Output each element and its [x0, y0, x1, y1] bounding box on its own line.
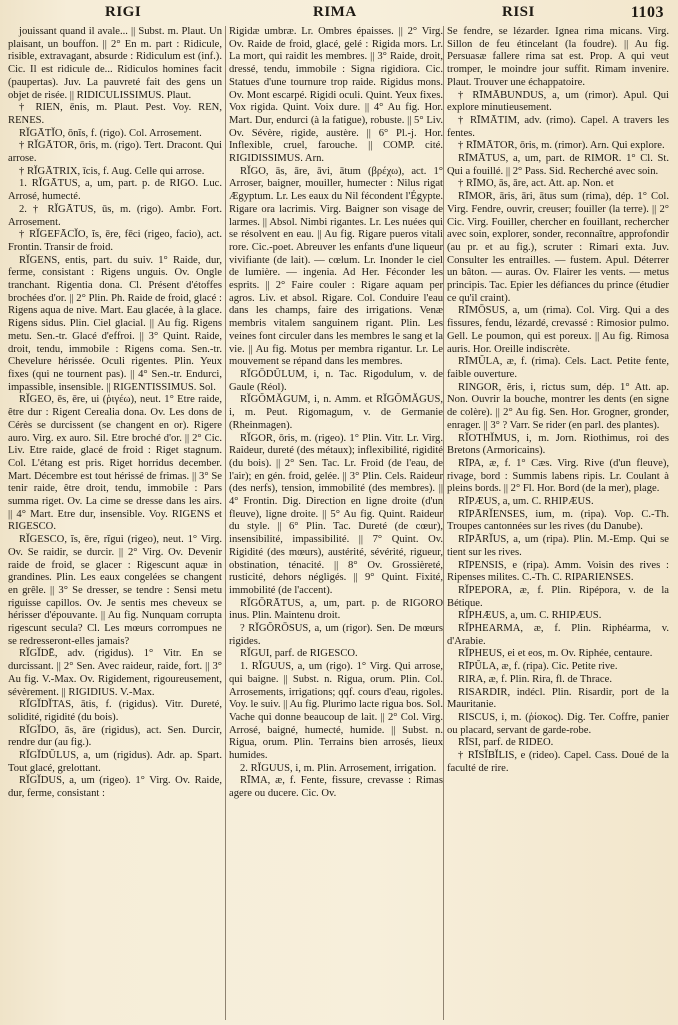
dictionary-entry: † RĪMĀBUNDUS, a, um (rimor). Apul. Qui explore minutieusement.: [447, 89, 669, 114]
dictionary-entry: 1. RĬGĀTUS, a, um, part. p. de RIGO. Luc. Arrosé, humecté.: [8, 178, 222, 203]
dictionary-entry: RĬPHEUS, ei et eos, m. Ov. Riphée, centaure.: [458, 648, 653, 660]
column-right: [447, 26, 669, 1020]
dictionary-entry: ? RĬGŎRŌSUS, a, um (rigor). Sen. De mœurs rigides.: [229, 623, 443, 647]
dictionary-entry: Rigidæ umbræ. Lr. Ombres épaisses. || 2° Virg. Ov. Raide de froid, glacé, gelé : Rigida mors. Lr. La mort, qui raidit les membres. || 3° Raide, droit, dressé, tendu, immobile : Signa rigidiora. Cic. Statues d'une tournure trop raide. Rigidus mons. Ov. Mont escarpé. Rigidi oculi. Quint. Yeux fixes. Vox rigida. Quint. Voix dure. || 4° Au fig. Hor. Mart. Dur, endurci (à la fatigue), robuste. || 5° Liv. Ov. Sévère, rigide, austère. || 6° Pl.-j. Hor. Inflexible, cruel, farouche. || COMP. cité. RIGIDISSIMUS. Arn.: [229, 26, 443, 165]
dictionary-entry: Se fendre, se lézarder. Ignea rima micans. Virg. Sillon de feu étincelant (la foudre). || Au fig. Persuasæ fallere rima sat est. Prop. A qui veut tromper, le moindre jour suffit. Rimam invenire. Plaut. Trouver une échappatoire.: [447, 26, 669, 88]
dictionary-entry: RĪPŬLA, æ, f. (ripa). Cic. Petite rive.: [458, 661, 618, 673]
dictionary-entry: RĪMĀTUS, a, um, part. de RIMOR. 1° Cl. St. Qui a fouillé. || 2° Pass. Sid. Recherché avec soin.: [447, 153, 669, 177]
dictionary-entry: jouissant quand il avale... || Subst. m. Plaut. Un plaisant, un bouffon. || 2° En m. part : Ridicule, risible, extravagant, absurde : Ridiculum est (inf.). Cic. Il est ridicule de... Ridiculos homines facit (paupertas). Juv. La pauvreté fait des gens un objet de risée. || RIDICULISSIMUS. Plaut.: [8, 26, 222, 101]
dictionary-entry: RĪPĀRĬUS, a, um (ripa). Plin. M.-Emp. Qui se tient sur les rives.: [447, 534, 669, 558]
dictionary-entry: † RĬGEFĀCĬO, ĭs, ēre, fēci (rigeo, facio), act. Frontin. Transir de froid.: [8, 229, 222, 253]
dictionary-entry: RINGOR, ĕris, i, rictus sum, dép. 1° Att. ap. Non. Ouvrir la bouche, montrer les dents (en signe de colère). || 2° Au fig. Sen. Hor. Grogner, gronder, enrager. || 3° ? Varr. Se rider (en parl. des plantes).: [447, 381, 669, 431]
dictionary-entry: RĪMA, æ, f. Fente, fissure, crevasse : Rimas agere ou ducere. Cic. Ov.: [229, 775, 443, 800]
dictionary-entry: † RĬGĀTOR, ōris, m. (rigo). Tert. Dracont. Qui arrose.: [8, 140, 222, 165]
dictionary-entry: RĬPHEARMA, æ, f. Plin. Riphéarma, v. d'Arabie.: [447, 623, 669, 647]
dictionary-entry: RĬPHÆUS, a, um. C. RHIPÆUS.: [458, 610, 602, 622]
dictionary-entry: RĪMŬLA, æ, f. (rima). Cels. Lact. Petite fente, faible ouverture.: [447, 356, 669, 380]
page-number: 1103: [630, 4, 664, 21]
dictionary-entry: RĬGŎRĀTUS, a, um, part. p. de RIGORO inus. Plin. Maintenu droit.: [229, 597, 443, 622]
dictionary-entry: RĪPĀRĬENSES, ium, m. (ripa). Vop. C.-Th. Troupes cantonnées sur les rives (du Danube).: [447, 508, 669, 533]
dictionary-entry: † RĬGĀTRIX, īcis, f. Aug. Celle qui arrose.: [19, 165, 205, 177]
dictionary-entry: † RĪMO, ās, āre, act. Att. ap. Non. et: [458, 178, 614, 190]
dictionary-entry: RĬGEO, ēs, ēre, ui (ῥιγέω), neut. 1° Etre raide, être dur : Rigent Cerealia dona. Ov. Les dons de Cérès se durcissent (se changent en or). Rigere auro. Virg. ex auro. Sil. Etre broché d'or. || 2° Cic. Liv. Etre raide, glacé de froid : Riget stagnum. Col. L'étang est pris. Riget horridus december. Mart. Décembre est tout hérissé de frimas. || 3° Se tenir raide, être droit, tendu, immobile : Pars summa riget. Ov. La cime se dresse dans les airs. || 4° Mart. Etre dur, insensible. Voy. RIGENS et RIGESCO.: [8, 394, 222, 533]
dictionary-entry: 2. RĬGUUS, i, m. Plin. Arrosement, irrigation.: [240, 762, 437, 774]
dictionary-entry: RĬGĬDĒ, adv. (rigidus). 1° Vitr. En se durcissant. || 2° Sen. Avec raideur, raide, fort. || 3° Au fig. V.-Max. Ov. Rigidement, rigoureusement, sévèrement. || RIGIDIUS. V.-Max.: [8, 648, 222, 698]
dictionary-entry: RĪPÆUS, a, um. C. RHIPÆUS.: [458, 496, 594, 508]
dictionary-entry: RISARDIR, indécl. Plin. Risardir, port de la Mauritanie.: [447, 686, 669, 711]
dictionary-entry: RĬGESCO, ĭs, ēre, rĭgui (rigeo), neut. 1° Virg. Ov. Se raidir, se durcir. || 2° Virg. Ov. Devenir raide de froid, se glacer : Rigescunt aquæ in grandines. Plin. Les eaux congelées se changent en grêle. || 3° Se dresser, se tendre : Sensi metu riguisse capillos. Ov. Je sentis mes cheveux se hérisser d'épouvante. || Au fig. Nunquam corrupta rigescunt secula? Cl. Les mœurs corrompues ne se redresseront-elles jamais?: [8, 534, 222, 647]
dictionary-entry: † RIEN, ēnis, m. Plaut. Pest. Voy. REN, RENES.: [8, 102, 222, 126]
dictionary-entry: RĪMOR, āris, āri, ātus sum (rima), dép. 1° Col. Virg. Fendre, ouvrir, creuser; fouiller (la terre). || 2° Cic. Virg. Fouiller, chercher en fouillant, rechercher avec soin, explorer, sonder, reconnaître, approfondir (au pr. et au fig.), scruter : Rimari exta. Juv. Consulter les entrailles. — fustem. Apul. Déterrer un bâton. — auras. Ov. Flairer les vents. — metus principis. Tac. Epier les défiances du prince (étudier ce qu'il craint).: [447, 191, 669, 304]
header-right-word: RISI: [502, 4, 535, 20]
dictionary-entry: RĬGŎMĂGUM, i, n. Amm. et RĬGŎMĂGUS, i, m. Peut. Rigomagum, v. de Germanie (Rheinmagen).: [229, 394, 443, 431]
dictionary-entry: RĬPEPORA, æ, f. Plin. Ripépora, v. de la Bétique.: [447, 584, 669, 609]
dictionary-entry: RĬGĬDUS, a, um (rigeo). 1° Virg. Ov. Raide, dur, ferme, consistant :: [8, 775, 222, 800]
dictionary-entry: RĪMŌSUS, a, um (rima). Col. Virg. Qui a des fissures, fendu, lézardé, crevassé : Rimosior pulmo. Gell. Le poumon, qui est poreux. || Au fig. Rimosa auris. Hor. Oreille indiscrète.: [447, 305, 669, 355]
header-center-word: RIMA: [313, 4, 357, 20]
dictionary-entry: RĬGĀTĬO, ōnĭs, f. (rigo). Col. Arrosement.: [19, 127, 202, 139]
column-divider: [225, 26, 226, 1020]
dictionary-entry: RĪPENSIS, e (ripa). Amm. Voisin des rives : Ripenses milites. C.-Th. C. RIPARIENSES.: [447, 559, 669, 584]
dictionary-entry: RĪPA, æ, f. 1° Cæs. Virg. Rive (d'un fleuve), rivage, bord : Summis labens ripis. Lr. Coulant à pleins bords. || 2° Fl. Hor. Bord (de la mer), plage.: [447, 457, 669, 495]
dictionary-entry: RĬGĬDŬLUS, a, um (rigidus). Adr. ap. Spart. Tout glacé, grelottant.: [8, 750, 222, 774]
dictionary-entry: † RĪMĀTOR, ōris, m. (rimor). Arn. Qui explore.: [458, 140, 665, 152]
dictionary-entry: † RĪSĬBĬLIS, e (rideo). Capel. Cass. Doué de la faculté de rire.: [447, 750, 669, 774]
dictionary-entry: † RĪMĀTIM, adv. (rimo). Capel. A travers les fentes.: [447, 114, 669, 139]
dictionary-entry: RĬGOR, ōris, m. (rigeo). 1° Plin. Vitr. Lr. Virg. Raideur, dureté (des métaux); inflexibilité, rigidité (du bois). || 2° Sen. Tac. Lr. Froid (de l'eau, de l'air); en gén. froid, gelée. || 3° Plin. Cels. Raideur (des nerfs), tension, immobilité (des membres). || 4° Frontin. Dig. Direction en ligne droite (d'un fleuve), ligne droite. || 5° Au fig. Quint. Raideur du style. || 6° Plin. Tac. Dureté (de cœur), insensibilité, impassibilité. || 7° Quint. Ov. Rigidité (des mœurs), austérité, sévérité, rigueur, obstination, ténacité. || 8° Ov. Grossièreté, rusticité, dehors négligés. || 9° Quint. Fixité, immobilité (de l'accent).: [229, 432, 443, 596]
column-middle: [229, 26, 443, 1020]
column-divider: [443, 26, 444, 1020]
dictionary-entry: 1. RĬGUUS, a, um (rigo). 1° Virg. Qui arrose, qui baigne. || Subst. n. Rigua, orum. Plin. Col. Arrosements, irrigations; qqf. cours d'eau, rigoles. Voy. le suiv. || Au fig. Plurimo lacte rigua bos. Sol. Vache qui donne beaucoup de lait. || 2° Col. Virg. Arrosé, baigné, humecté, humide. || Subst. n. Rigua, orum. Plin. Terrains bien arrosés, lieux humides.: [229, 661, 443, 762]
dictionary-entry: RĬGŌDŬLUM, i, n. Tac. Rigodulum, v. de Gaule (Réol).: [229, 368, 443, 393]
dictionary-entry: RIRA, æ, f. Plin. Rira, fl. de Thrace.: [458, 673, 612, 685]
dictionary-entry: 2. † RĬGĀTUS, ūs, m. (rigo). Ambr. Fort. Arrosement.: [8, 203, 222, 228]
dictionary-entry: RISCUS, i, m. (ῥίσκος). Dig. Ter. Coffre, panier ou placard, servant de garde-robe.: [447, 711, 669, 736]
dictionary-entry: RĬGENS, entis, part. du suiv. 1° Raide, dur, ferme, consistant : Rigens unguis. Ov. Ongle tranchant. Rigentia dona. Cl. Présent d'étoffes brochées d'or. || 2° Plin. Ph. Raide de froid, glacé : Rigens aqua de nive. Mart. Eau glacée, à la glace. Rigens sidus. Plin. Ciel glacial. || Au fig. Rigens metu. Sen.-tr. Glacé d'effroi. || 3° Quint. Raide, droit, tendu, immobile : Rigens coma. Sen.-tr. Chevelure hérissée. Oculi rigentes. Plin. Yeux fixes (qui ne tournent pas). || 4° Sen.-tr. Endurci, impassible, insensible. || RIGENTISSIMUS. Sol.: [8, 254, 222, 393]
column-left: [8, 26, 222, 1020]
dictionary-entry: RĬGĬDO, ās, āre (rigidus), act. Sen. Durcir, rendre dur (au fig.).: [8, 724, 222, 749]
header-left-word: RIGI: [105, 4, 142, 20]
dictionary-entry: RĪSI, parf. de RIDEO.: [458, 737, 554, 749]
dictionary-entry: RĬGĬDĬTAS, ātis, f. (rigidus). Vitr. Dureté, solidité, rigidité (du bois).: [8, 699, 222, 723]
dictionary-entry: RĬOTHĬMUS, i, m. Jorn. Riothimus, roi des Bretons (Armoricains).: [447, 432, 669, 457]
running-header: [8, 4, 670, 26]
dictionary-entry: RĬGUI, parf. de RIGESCO.: [240, 648, 358, 660]
dictionary-entry: RĬGO, ās, āre, āvi, ātum (βρέχω), act. 1° Arroser, baigner, mouiller, humecter : Nilus rigat Ægyptum. Lr. Les eaux du Nil fécondent l'Égypte. Rigare ora lacrimis. Virg. Baigner son visage de larmes. || Absol. Nimbi rigantes. Lr. Les nuées qui se résolvent en eau. || Au fig. Rigare pueros vitali rore. Cic.-poet. Abreuver les enfants d'une liqueur vivifiante (de lait). — cœlum. Lr. Inonder le ciel de lumière. — ingenia. Ad Her. Féconder les esprits. || 2° Faire couler : Rigare aquam per agros. Liv. et absol. Rigare. Col. Conduire l'eau dans les champs, faire des irrigations. Venæ membris vitalem sanguinem rigant. Plin. Les veines font circuler dans les membres le sang et la vie. || Au fig. Motus per membra rigantur. Lr. Le mouvement se répand dans les membres.: [229, 165, 443, 368]
